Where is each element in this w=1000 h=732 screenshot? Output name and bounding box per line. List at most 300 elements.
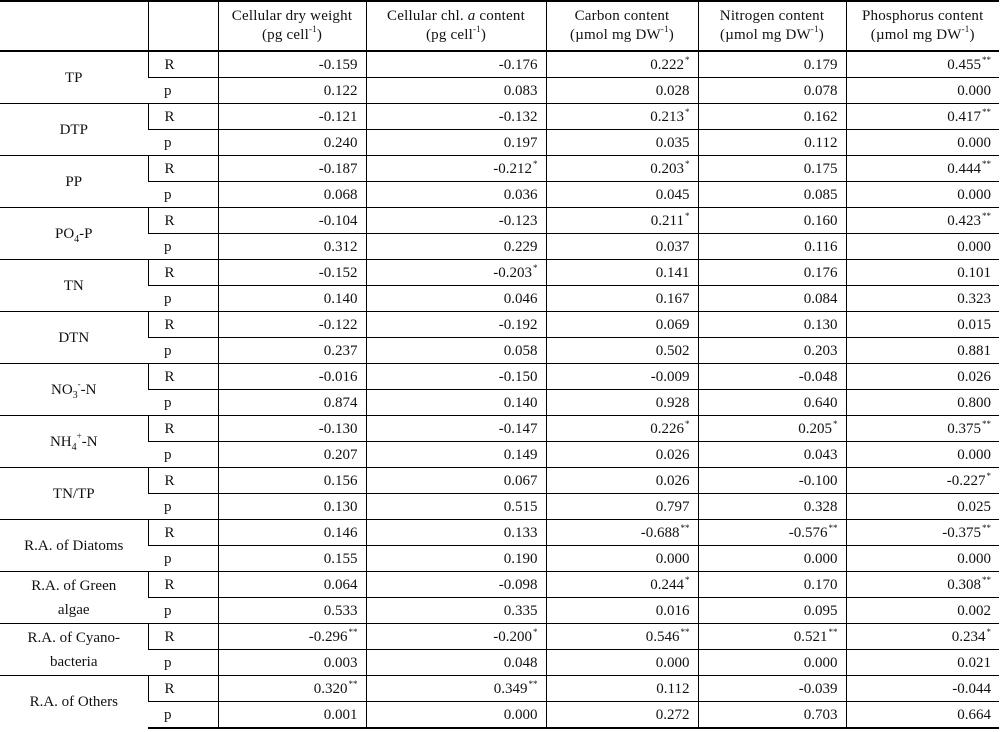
r-value: -0.121 <box>318 108 358 125</box>
significance-marker: ** <box>982 418 991 429</box>
stat-label-p: p <box>148 546 218 572</box>
table-row <box>0 156 999 182</box>
r-value-cell <box>546 520 698 546</box>
significance-marker: * <box>685 574 690 585</box>
p-value-cell <box>698 130 846 156</box>
p-value-cell <box>366 494 546 520</box>
r-value: 0.179 <box>803 56 838 73</box>
r-value: -0.203 <box>493 264 532 281</box>
p-value-cell <box>366 390 546 416</box>
r-value-cell <box>218 572 366 598</box>
r-value: 0.133 <box>503 524 538 541</box>
r-value-cell <box>546 312 698 338</box>
r-value-cell <box>698 312 846 338</box>
p-value-cell <box>846 390 999 416</box>
header-col-nitrogen <box>698 1 846 51</box>
r-value: -0.044 <box>952 680 991 697</box>
stat-label-p: p <box>148 130 218 156</box>
table-row <box>0 78 999 104</box>
r-value-cell <box>846 260 999 286</box>
significance-marker: * <box>685 158 690 169</box>
p-value: 0.000 <box>803 550 838 567</box>
r-value-cell <box>218 468 366 494</box>
r-value: -0.100 <box>798 472 838 489</box>
header-line1: Carbon content <box>574 8 670 24</box>
r-value-cell <box>698 51 846 78</box>
p-value-cell <box>698 546 846 572</box>
p-value: 0.122 <box>323 82 358 99</box>
p-value-cell <box>846 442 999 468</box>
p-value: 0.000 <box>957 134 991 151</box>
variable-label: DTP <box>0 104 148 156</box>
r-value: 0.101 <box>957 264 991 281</box>
stat-label-r: R <box>148 104 218 130</box>
p-value: 0.229 <box>503 238 538 255</box>
header-line2: (µmol mg DW <box>870 27 962 43</box>
p-value: 0.797 <box>655 498 690 515</box>
header-close: ) <box>480 27 487 43</box>
p-value: 0.237 <box>323 342 358 359</box>
r-value-cell <box>698 572 846 598</box>
p-value: 0.207 <box>323 446 358 463</box>
table-row <box>0 416 999 442</box>
header-close: ) <box>668 27 674 43</box>
r-value: 0.234 <box>951 628 986 645</box>
p-value: 0.000 <box>957 82 991 99</box>
p-value-cell <box>846 650 999 676</box>
r-value: -0.130 <box>318 420 358 437</box>
table-row <box>0 650 999 676</box>
r-value-cell <box>366 676 546 702</box>
p-value: 0.043 <box>803 446 838 463</box>
r-value-cell <box>698 624 846 650</box>
r-value-cell <box>698 676 846 702</box>
p-value: 0.190 <box>503 550 538 567</box>
p-value-cell <box>698 442 846 468</box>
p-value-cell <box>366 78 546 104</box>
p-value: 0.155 <box>323 550 358 567</box>
variable-label: R.A. of Cyano- bacteria <box>0 624 148 676</box>
significance-marker: ** <box>828 626 838 637</box>
p-value-cell <box>846 494 999 520</box>
r-value-cell <box>846 156 999 182</box>
p-value-cell <box>546 286 698 312</box>
r-value: -0.016 <box>318 368 358 385</box>
r-value-cell <box>546 416 698 442</box>
p-value-cell <box>366 182 546 208</box>
r-value-cell <box>218 260 366 286</box>
r-value-cell <box>366 51 546 78</box>
p-value: 0.002 <box>957 602 991 619</box>
r-value-cell <box>366 572 546 598</box>
p-value: 0.046 <box>503 290 538 307</box>
r-value: 0.546 <box>645 628 680 645</box>
stat-label-r: R <box>148 156 218 182</box>
r-value-cell <box>846 104 999 130</box>
table-row <box>0 104 999 130</box>
r-value-cell <box>546 260 698 286</box>
r-value-cell <box>846 468 999 494</box>
p-value-cell <box>366 442 546 468</box>
p-value-cell <box>846 182 999 208</box>
significance-marker: ** <box>982 158 991 169</box>
r-value: -0.039 <box>798 680 838 697</box>
variable-label: R.A. of Others <box>0 676 148 729</box>
r-value-cell <box>366 364 546 390</box>
table-row <box>0 676 999 702</box>
stat-label-r: R <box>148 51 218 78</box>
p-value: 0.140 <box>323 290 358 307</box>
r-value: -0.009 <box>650 368 690 385</box>
significance-marker: * <box>685 106 690 117</box>
stat-label-r: R <box>148 468 218 494</box>
r-value-cell <box>218 624 366 650</box>
table-row <box>0 286 999 312</box>
r-value-cell <box>698 104 846 130</box>
table-row <box>0 234 999 260</box>
r-value: 0.026 <box>655 472 690 489</box>
significance-marker: ** <box>982 210 991 221</box>
r-value-cell <box>846 572 999 598</box>
p-value-cell <box>846 598 999 624</box>
r-value: 0.162 <box>803 108 838 125</box>
p-value: 0.021 <box>957 654 991 671</box>
header-variable <box>0 1 148 51</box>
p-value: 0.025 <box>957 498 991 515</box>
r-value: 0.222 <box>650 56 684 73</box>
r-value: -0.187 <box>318 160 358 177</box>
table-row <box>0 364 999 390</box>
p-value-cell <box>846 234 999 260</box>
r-value: 0.308 <box>947 576 981 593</box>
r-value-cell <box>846 624 999 650</box>
p-value: 0.048 <box>503 654 538 671</box>
p-value-cell <box>698 338 846 364</box>
variable-label: R.A. of Diatoms <box>0 520 148 572</box>
stat-label-p: p <box>148 598 218 624</box>
significance-marker: ** <box>680 626 690 637</box>
significance-marker: * <box>986 470 991 481</box>
p-value-cell <box>218 546 366 572</box>
r-value-cell <box>546 572 698 598</box>
header-line1: Cellular dry weight <box>231 8 353 24</box>
variable-label: R.A. of Green algae <box>0 572 148 624</box>
header-close: ) <box>316 27 323 43</box>
p-value-cell <box>366 130 546 156</box>
r-value: 0.455 <box>947 56 981 73</box>
r-value: 0.211 <box>650 212 684 229</box>
r-value: -0.688 <box>640 524 680 541</box>
p-value-cell <box>698 494 846 520</box>
stat-label-p: p <box>148 702 218 729</box>
r-value-cell <box>218 104 366 130</box>
p-value-cell <box>546 494 698 520</box>
r-value: 0.226 <box>650 420 684 437</box>
header-sup: -1 <box>472 24 481 34</box>
p-value: 0.881 <box>957 342 991 359</box>
p-value-cell <box>698 390 846 416</box>
table-row <box>0 702 999 729</box>
r-value-cell <box>366 468 546 494</box>
header-line2: (pg cell <box>425 27 473 43</box>
r-value-cell <box>698 520 846 546</box>
r-value: 0.160 <box>803 212 838 229</box>
significance-marker: ** <box>528 678 538 689</box>
p-value: 0.078 <box>803 82 838 99</box>
p-value-cell <box>218 650 366 676</box>
r-value: -0.048 <box>798 368 838 385</box>
p-value: 0.026 <box>655 446 690 463</box>
p-value-cell <box>366 702 546 729</box>
p-value-cell <box>698 598 846 624</box>
p-value: 0.028 <box>655 82 690 99</box>
r-value-cell <box>218 520 366 546</box>
r-value: -0.192 <box>498 316 538 333</box>
r-value: 0.417 <box>947 108 981 125</box>
p-value: 0.323 <box>957 290 991 307</box>
r-value: 0.064 <box>323 576 358 593</box>
r-value-cell <box>218 312 366 338</box>
header-stat <box>148 1 218 51</box>
significance-marker: * <box>685 54 690 65</box>
p-value: 0.640 <box>803 394 838 411</box>
r-value-cell <box>366 208 546 234</box>
r-value: -0.576 <box>788 524 828 541</box>
r-value-cell <box>218 51 366 78</box>
significance-marker: * <box>685 418 690 429</box>
stat-label-r: R <box>148 416 218 442</box>
p-value-cell <box>218 442 366 468</box>
significance-marker: * <box>833 418 838 429</box>
header-col-chla <box>366 1 546 51</box>
p-value-cell <box>366 650 546 676</box>
r-value-cell <box>698 156 846 182</box>
r-value-cell <box>218 676 366 702</box>
variable-label: TP <box>0 51 148 104</box>
p-value: 0.130 <box>323 498 358 515</box>
p-value: 0.001 <box>323 706 358 723</box>
p-value: 0.167 <box>655 290 690 307</box>
variable-label: $NH_4^+-N$ <box>0 416 148 468</box>
p-value: 0.533 <box>323 602 358 619</box>
stat-label-p: p <box>148 338 218 364</box>
p-value-cell <box>698 234 846 260</box>
r-value-cell <box>846 416 999 442</box>
header-line2: (µmol mg DW <box>720 27 811 43</box>
r-value: -0.132 <box>498 108 538 125</box>
r-value: 0.521 <box>793 628 828 645</box>
r-value-cell <box>546 51 698 78</box>
significance-marker: ** <box>982 574 991 585</box>
r-value: 0.176 <box>803 264 838 281</box>
r-value: 0.213 <box>650 108 684 125</box>
p-value: 0.116 <box>804 238 838 255</box>
r-value-cell <box>366 624 546 650</box>
header-close: ) <box>818 27 824 43</box>
stat-label-r: R <box>148 520 218 546</box>
p-value-cell <box>546 130 698 156</box>
r-value-cell <box>366 156 546 182</box>
r-value: -0.150 <box>498 368 538 385</box>
r-value: -0.123 <box>498 212 538 229</box>
p-value: 0.112 <box>804 134 838 151</box>
table-body <box>0 51 999 728</box>
significance-marker: * <box>533 262 538 273</box>
significance-marker: * <box>685 210 690 221</box>
header-col-dry-weight <box>218 1 366 51</box>
stat-label-r: R <box>148 572 218 598</box>
stat-label-r: R <box>148 208 218 234</box>
significance-marker: ** <box>982 106 991 117</box>
table-row <box>0 572 999 598</box>
r-value-cell <box>366 260 546 286</box>
r-value-cell <box>546 208 698 234</box>
stat-label-r: R <box>148 312 218 338</box>
r-value: 0.170 <box>803 576 838 593</box>
r-value: 0.130 <box>803 316 838 333</box>
p-value: 0.000 <box>803 654 838 671</box>
r-value: 0.203 <box>650 160 684 177</box>
r-value: 0.349 <box>493 680 528 697</box>
variable-label: DTN <box>0 312 148 364</box>
r-value-cell <box>218 156 366 182</box>
p-value-cell <box>366 338 546 364</box>
r-value-cell <box>546 364 698 390</box>
r-value: -0.375 <box>942 524 981 541</box>
p-value-cell <box>218 338 366 364</box>
r-value: 0.069 <box>655 316 690 333</box>
header-line1: Cellular chl. a content <box>387 8 525 24</box>
table-row <box>0 468 999 494</box>
p-value: 0.140 <box>503 394 538 411</box>
p-value: 0.335 <box>503 602 538 619</box>
r-value-cell <box>366 104 546 130</box>
header-line1: Phosphorus content <box>861 8 984 24</box>
p-value-cell <box>546 182 698 208</box>
stat-label-p: p <box>148 286 218 312</box>
p-value: 0.036 <box>503 186 538 203</box>
header-col-phosphorus <box>846 1 999 51</box>
p-value: 0.037 <box>655 238 690 255</box>
p-value-cell <box>366 286 546 312</box>
p-value-cell <box>546 78 698 104</box>
p-value: 0.240 <box>323 134 358 151</box>
r-value-cell <box>846 364 999 390</box>
table-row <box>0 598 999 624</box>
p-value: 0.084 <box>803 290 838 307</box>
r-value-cell <box>366 520 546 546</box>
stat-label-p: p <box>148 650 218 676</box>
p-value-cell <box>218 702 366 729</box>
table-row <box>0 338 999 364</box>
table-row <box>0 182 999 208</box>
r-value-cell <box>218 416 366 442</box>
p-value-cell <box>546 546 698 572</box>
table-row <box>0 442 999 468</box>
header-sup: -1 <box>308 24 317 34</box>
p-value: 0.085 <box>803 186 838 203</box>
header-line2: (pg cell <box>261 27 309 43</box>
p-value: 0.664 <box>957 706 991 723</box>
r-value-cell <box>218 364 366 390</box>
table-row <box>0 624 999 650</box>
r-value-cell <box>846 676 999 702</box>
p-value-cell <box>546 702 698 729</box>
p-value: 0.035 <box>655 134 690 151</box>
r-value: 0.423 <box>947 212 981 229</box>
r-value: 0.112 <box>656 680 690 697</box>
variable-label: TN <box>0 260 148 312</box>
p-value: 0.068 <box>323 186 358 203</box>
p-value-cell <box>218 78 366 104</box>
p-value-cell <box>546 338 698 364</box>
stat-label-p: p <box>148 494 218 520</box>
p-value: 0.095 <box>803 602 838 619</box>
p-value-cell <box>546 650 698 676</box>
p-value-cell <box>546 234 698 260</box>
p-value: 0.016 <box>655 602 690 619</box>
p-value-cell <box>546 598 698 624</box>
r-value-cell <box>546 468 698 494</box>
significance-marker: * <box>533 158 538 169</box>
stat-label-p: p <box>148 234 218 260</box>
stat-label-p: p <box>148 182 218 208</box>
r-value: 0.320 <box>313 680 348 697</box>
stat-label-p: p <box>148 78 218 104</box>
r-value: -0.104 <box>318 212 358 229</box>
r-value: -0.212 <box>493 160 532 177</box>
r-value-cell <box>698 364 846 390</box>
header-line1: Nitrogen content <box>719 8 825 24</box>
p-value: 0.203 <box>803 342 838 359</box>
r-value-cell <box>546 676 698 702</box>
p-value-cell <box>218 390 366 416</box>
r-value-cell <box>846 51 999 78</box>
table-row <box>0 130 999 156</box>
p-value-cell <box>698 286 846 312</box>
table-row <box>0 520 999 546</box>
r-value-cell <box>218 208 366 234</box>
header-row <box>0 1 999 51</box>
p-value: 0.515 <box>503 498 538 515</box>
r-value: 0.146 <box>323 524 358 541</box>
p-value: 0.197 <box>503 134 538 151</box>
r-value: 0.175 <box>803 160 838 177</box>
header-sup: -1 <box>660 24 669 34</box>
variable-label: PP <box>0 156 148 208</box>
p-value-cell <box>846 78 999 104</box>
p-value-cell <box>698 182 846 208</box>
table-row <box>0 494 999 520</box>
table-row <box>0 260 999 286</box>
stat-label-r: R <box>148 676 218 702</box>
p-value-cell <box>846 130 999 156</box>
p-value-cell <box>366 598 546 624</box>
stat-label-r: R <box>148 260 218 286</box>
r-value: -0.147 <box>498 420 538 437</box>
table-row <box>0 546 999 572</box>
significance-marker: ** <box>982 522 991 533</box>
r-value: -0.176 <box>498 56 538 73</box>
p-value: 0.874 <box>323 394 358 411</box>
p-value: 0.058 <box>503 342 538 359</box>
r-value: 0.375 <box>947 420 981 437</box>
p-value-cell <box>698 702 846 729</box>
significance-marker: ** <box>680 522 690 533</box>
table-row <box>0 208 999 234</box>
r-value-cell <box>546 104 698 130</box>
p-value: 0.000 <box>655 654 690 671</box>
